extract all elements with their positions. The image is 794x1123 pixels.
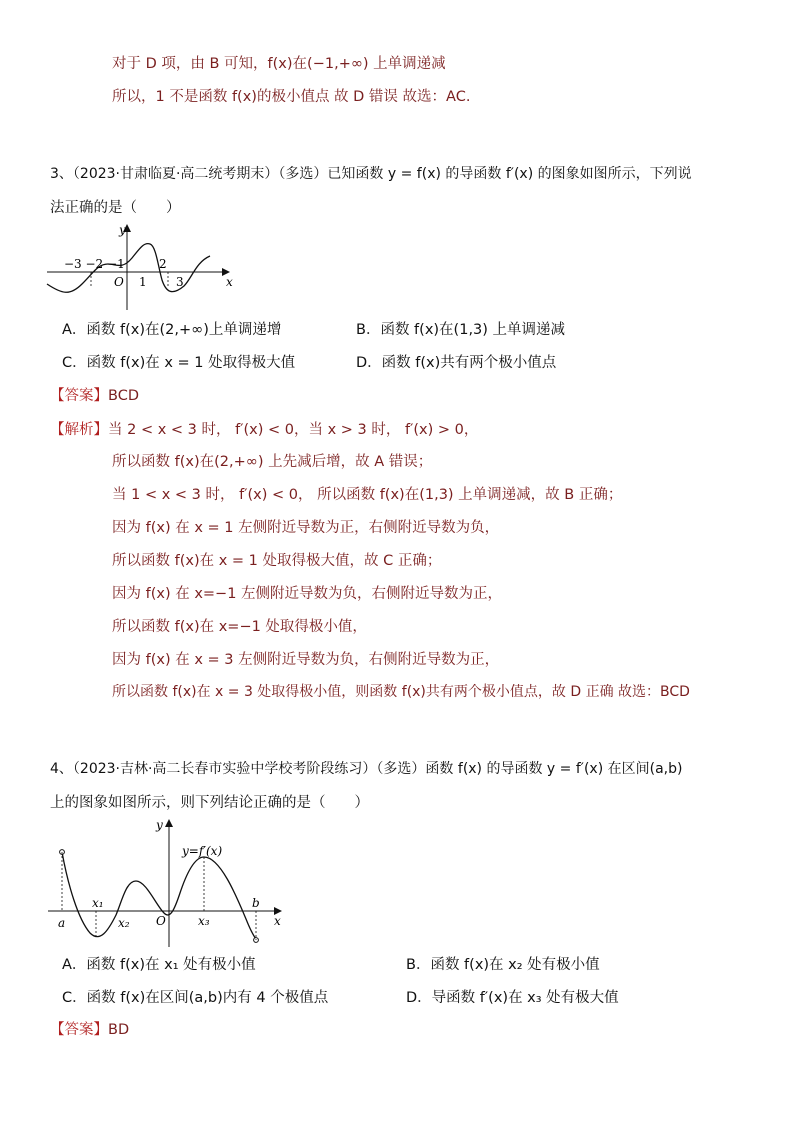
q3-stem-line-1: 3、（2023·甘肃临夏·高二统考期末）（多选）已知函数 y = f(x) 的导函数 f′(x) 的图象如图所示，下列说 bbox=[50, 166, 692, 182]
q4-answer: BD bbox=[108, 1022, 130, 1038]
q3-option-b: B．函数 f(x)在(1,3) 上单调递减 bbox=[356, 322, 566, 338]
q4-option-a: A．函数 f(x)在 x₁ 处有极小值 bbox=[62, 957, 256, 973]
q3-analysis-line: 当 1 < x < 3 时， f′(x) < 0， 所以函数 f(x)在(1,3) 上单调递减，故 B 正确； bbox=[112, 487, 623, 503]
q3-analysis-first bbox=[50, 420, 478, 440]
q3-derivative-graph bbox=[44, 222, 234, 314]
q4-graph-y-label: y bbox=[156, 818, 163, 832]
q3-answer-tag: 【答案】 bbox=[50, 388, 108, 404]
q4-stem-line-2: 上的图象如图所示，则下列结论正确的是（ ） bbox=[50, 795, 369, 811]
q3-stem-line-2: 法正确的是（ ） bbox=[50, 200, 181, 216]
q3-option-a: A．函数 f(x)在(2,+∞)上单调递增 bbox=[62, 322, 282, 338]
q3-analysis-line: 所以函数 f(x)在 x = 1 处取得极大值，故 C 正确； bbox=[112, 553, 442, 569]
q4-graph-curve-label: y=f′(x) bbox=[182, 844, 223, 858]
q4-graph-b-label: b bbox=[252, 896, 260, 910]
q3-graph-tick-1: 1 bbox=[139, 275, 147, 289]
q4-option-d: D．导函数 f′(x)在 x₃ 处有极大值 bbox=[406, 990, 619, 1006]
q4-graph-x1-label: x₁ bbox=[92, 896, 104, 910]
q3-analysis-line: 所以函数 f(x)在 x = 3 处取得极小值，则函数 f(x)共有两个极小值点，故 D 正确 故选：BCD bbox=[112, 684, 690, 700]
q3-graph-tick-2: 2 bbox=[159, 257, 167, 271]
q3-graph-y-label: y bbox=[119, 223, 126, 237]
prev-solution-line-2: 所以，1 不是函数 f(x)的极小值点 故 D 错误 故选：AC. bbox=[112, 89, 471, 105]
q4-graph-x2-label: x₂ bbox=[118, 916, 130, 930]
prev-solution-line-1: 对于 D 项，由 B 可知，f(x)在(−1,+∞) 上单调递减 bbox=[112, 56, 446, 72]
q3-graph-tick-3: 3 bbox=[176, 275, 184, 289]
q4-graph-origin-label: O bbox=[156, 914, 166, 928]
q4-graph-x3-label: x₃ bbox=[198, 914, 210, 928]
q4-graph-x-label: x bbox=[274, 914, 281, 928]
q3-graph-x-label: x bbox=[226, 275, 233, 289]
q3-analysis-line: 所以函数 f(x)在(2,+∞) 上先减后增，故 A 错误； bbox=[112, 454, 433, 470]
q3-option-c: C．函数 f(x)在 x = 1 处取得极大值 bbox=[62, 355, 296, 371]
q4-derivative-graph bbox=[46, 815, 286, 950]
q3-option-d: D．函数 f(x)共有两个极小值点 bbox=[356, 355, 557, 371]
q3-analysis-line: 所以函数 f(x)在 x=−1 处取得极小值， bbox=[112, 619, 367, 635]
q3-analysis-line: 因为 f(x) 在 x = 1 左侧附近导数为正，右侧附近导数为负， bbox=[112, 520, 500, 536]
q3-answer: BCD bbox=[108, 388, 139, 404]
q3-graph-neg-ticks: −3 −2 −1 bbox=[64, 257, 125, 271]
q3-analysis-line: 因为 f(x) 在 x=−1 左侧附近导数为负，右侧附近导数为正， bbox=[112, 586, 503, 602]
q4-option-b: B．函数 f(x)在 x₂ 处有极小值 bbox=[406, 957, 600, 973]
q4-answer-tag: 【答案】 bbox=[50, 1022, 108, 1038]
q4-stem-line-1: 4、（2023·吉林·高二长春市实验中学校考阶段练习）（多选）函数 f(x) 的导函数 y = f′(x) 在区间(a,b) bbox=[50, 761, 683, 777]
q3-graph-origin-label: O bbox=[114, 275, 124, 289]
q3-answer-row bbox=[50, 386, 139, 406]
q4-graph-a-label: a bbox=[58, 916, 66, 930]
q4-answer-row bbox=[50, 1020, 129, 1040]
q3-analysis-line: 因为 f(x) 在 x = 3 左侧附近导数为负，右侧附近导数为正， bbox=[112, 652, 500, 668]
q3-analysis-tag: 【解析】 bbox=[50, 422, 108, 438]
q3-analysis-line: 当 2 < x < 3 时， f′(x) < 0，当 x > 3 时， f′(x) > 0， bbox=[108, 422, 479, 438]
q4-option-c: C．函数 f(x)在区间(a,b)内有 4 个极值点 bbox=[62, 990, 329, 1006]
